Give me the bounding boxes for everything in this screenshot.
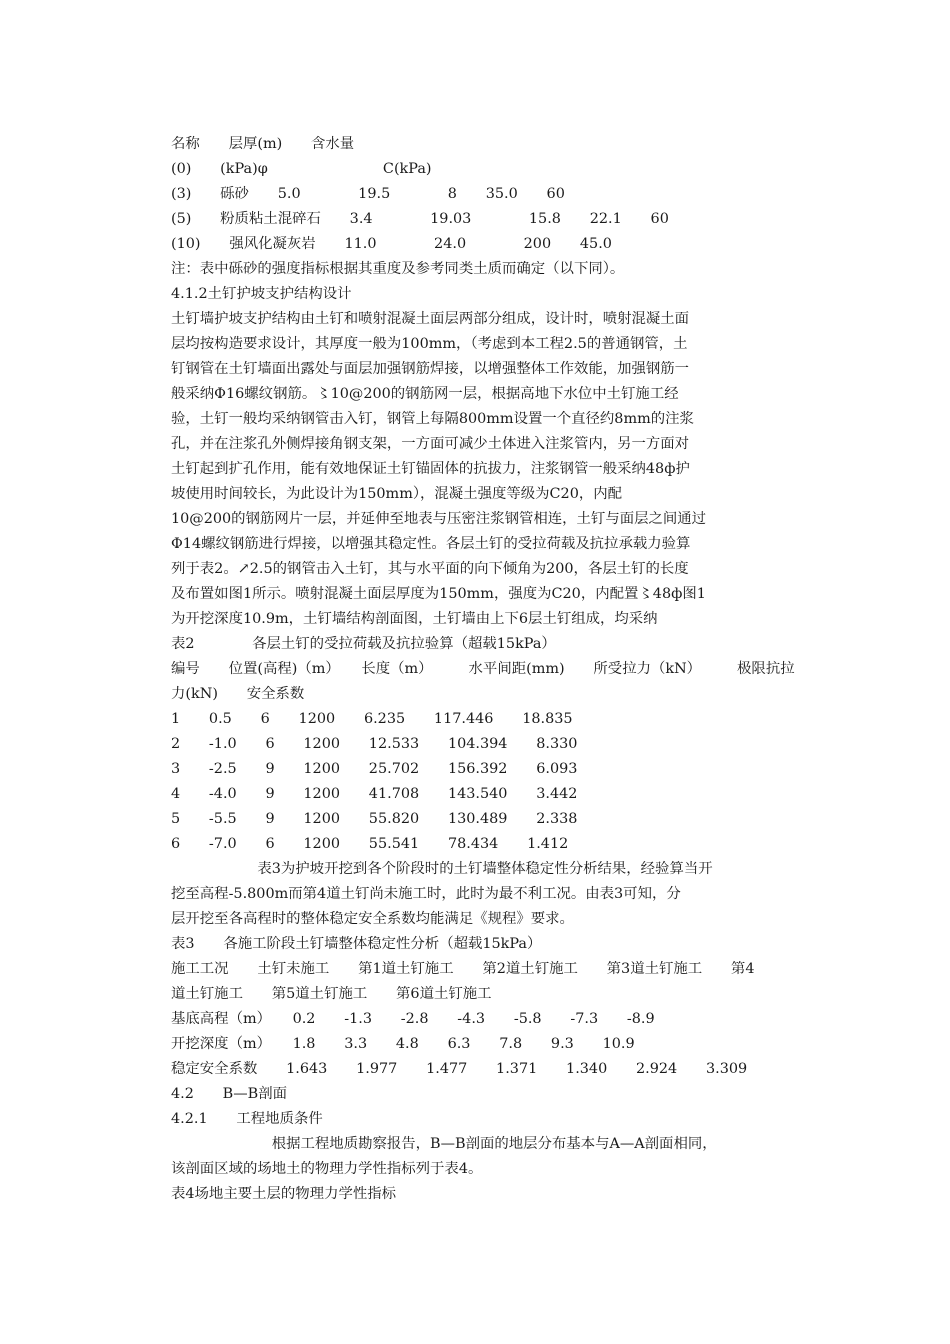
text-line: 层开挖至各高程时的整体稳定安全系数均能满足《规程》要求。	[171, 911, 574, 927]
text-line: 10@200的钢筋网片一层，并延伸至地表与压密注浆钢管相连，土钉与面层之间通过	[171, 511, 707, 527]
text-line: 表2 各层土钉的受拉荷载及抗拉验算（超载15kPa）	[171, 636, 556, 652]
text-line: 坡使用时间较长，为此设计为150mm），混凝土强度等级为C20，内配	[171, 486, 623, 502]
text-line: 6 -7.0 6 1200 55.541 78.434 1.412	[171, 836, 569, 852]
text-line: 为开挖深度10.9m，土钉墙结构剖面图，土钉墙由上下6层土钉组成，均采纳	[171, 611, 658, 627]
text-line: 及布置如图1所示。喷射混凝土面层厚度为150mm，强度为C20，内配置〻48ф图1	[171, 586, 706, 602]
text-line: 稳定安全系数 1.643 1.977 1.477 1.371 1.340 2.924 3.309	[171, 1061, 748, 1077]
text-line: 钉钢管在土钉墙面出露处与面层加强钢筋焊接，以增强整体工作效能，加强钢筋一	[171, 361, 690, 377]
text-line: (10) 强风化凝灰岩 11.0 24.0 200 45.0	[171, 236, 612, 252]
text-line: 1 0.5 6 1200 6.235 117.446 18.835	[171, 711, 573, 727]
text-line: 列于表2。↗2.5的钢管击入土钉，其与水平面的向下倾角为200，各层土钉的长度	[171, 561, 689, 577]
text-line: 5 -5.5 9 1200 55.820 130.489 2.338	[171, 811, 578, 827]
document-body	[171, 132, 795, 1207]
text-line: 施工工况 土钉未施工 第1道土钉施工 第2道土钉施工 第3道土钉施工 第4	[171, 961, 755, 977]
text-line: 挖至高程-5.800m而第4道土钉尚未施工时，此时为最不利工况。由表3可知，分	[171, 886, 681, 902]
text-line: 层均按构造要求设计，其厚度一般为100mm，（考虑到本工程2.5的普通钢管，土	[171, 336, 688, 352]
text-line: 2 -1.0 6 1200 12.533 104.394 8.330	[171, 736, 578, 752]
text-line: 注：表中砾砂的强度指标根据其重度及参考同类土质而确定（以下同）。	[171, 261, 625, 277]
text-line: 编号 位置(高程)（m） 长度（m） 水平间距(mm) 所受拉力（kN） 极限抗拉	[171, 661, 795, 677]
text-line: (3) 砾砂 5.0 19.5 8 35.0 60	[171, 186, 565, 202]
text-line: 4.2 B—B剖面	[171, 1086, 287, 1102]
text-line: 名称 层厚(m) 含水量	[171, 136, 355, 152]
text-line: 基底高程（m） 0.2 -1.3 -2.8 -4.3 -5.8 -7.3 -8.9	[171, 1011, 655, 1027]
text-line: 表3 各施工阶段土钉墙整体稳定性分析（超载15kPa）	[171, 936, 542, 952]
text-line: 3 -2.5 9 1200 25.702 156.392 6.093	[171, 761, 578, 777]
text-line: 根据工程地质勘察报告，B—B剖面的地层分布基本与A—A剖面相同，	[171, 1136, 717, 1152]
text-line: 土钉起到扩孔作用，能有效地保证土钉锚固体的抗拔力，注浆钢管一般采纳48ф护	[171, 461, 690, 477]
text-line: Φ14螺纹钢筋进行焊接，以增强其稳定性。各层土钉的受拉荷载及抗拉承载力验算	[171, 536, 691, 552]
text-line: 4.2.1 工程地质条件	[171, 1111, 323, 1127]
text-line: 表4场地主要土层的物理力学性指标	[171, 1186, 397, 1202]
text-line: 验，土钉一般均采纳钢管击入钉，钢管上每隔800mm设置一个直径约8mm的注浆	[171, 411, 694, 427]
text-line: 孔，并在注浆孔外侧焊接角钢支架，一方面可减少土体进入注浆管内，另一方面对	[171, 436, 690, 452]
text-line: 4 -4.0 9 1200 41.708 143.540 3.442	[171, 786, 578, 802]
text-line: 4.1.2土钉护坡支护结构设计	[171, 286, 352, 302]
text-line: (0) (kPa)φ C(kPa)	[171, 161, 432, 177]
text-line: (5) 粉质粘土混碎石 3.4 19.03 15.8 22.1 60	[171, 211, 669, 227]
text-line: 道土钉施工 第5道土钉施工 第6道土钉施工	[171, 986, 492, 1002]
text-line: 表3为护坡开挖到各个阶段时的土钉墙整体稳定性分析结果，经验算当开	[171, 861, 713, 877]
text-line: 力(kN) 安全系数	[171, 686, 305, 702]
text-line: 该剖面区域的场地土的物理力学性指标列于表4。	[171, 1161, 483, 1177]
text-line: 开挖深度（m） 1.8 3.3 4.8 6.3 7.8 9.3 10.9	[171, 1036, 635, 1052]
text-line: 土钉墙护坡支护结构由土钉和喷射混凝土面层两部分组成，设计时，喷射混凝土面	[171, 311, 690, 327]
text-line: 般采纳Φ16螺纹钢筋。〻10@200的钢筋网一层，根据高地下水位中土钉施工经	[171, 386, 679, 402]
